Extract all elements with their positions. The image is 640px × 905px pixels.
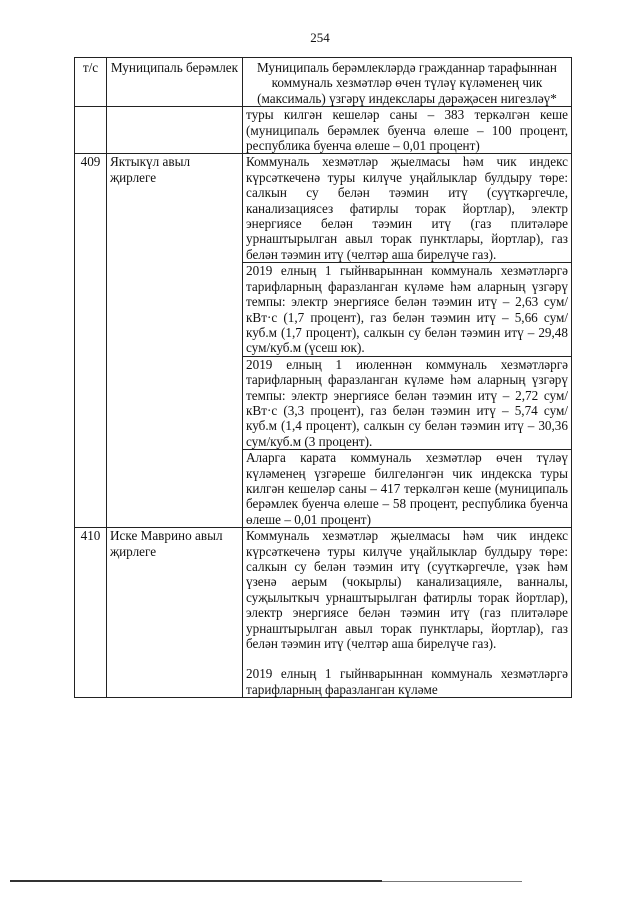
paragraph: Аларга карата коммуналь хезмәтләр өчен түләү күләменең үзгәреше билгеләнгән чик индекска туры килгән кешеләр саны – 417 теркәлгән кеше (муниципаль берәмлек буенча өлеше – 58 процент, республика буенча өлеше – 0,01 процент) bbox=[246, 450, 568, 527]
paragraph: туры килгән кешеләр саны – 383 теркәлгән кеше (муниципаль берәмлек буенча өлеше – 100 процент, республика буенча өлеше – 0,01 процент) bbox=[246, 107, 568, 154]
page-number: 254 bbox=[310, 30, 330, 45]
cell-municipality: Иске Маврино авыл җирлеге bbox=[107, 528, 243, 698]
table-row-continuation bbox=[75, 107, 572, 154]
paragraph: 2019 елның 1 гыйнварыннан коммуналь хезмәтләргә тарифларның фаразланган күләме һәм аларның үзгәрү темпы: электр энергиясе белән тәэмин итү – 2,63 сум/кВт·с (1,7 процент), газ белән тәэмин итү – 5,66 сум/куб.м (1,7 процент), салкын су белән тәэмин итү – 29,48 сум/куб.м (үсеш юк). bbox=[243, 263, 571, 356]
header-description: Муниципаль берәмлекләрдә гражданнар тарафыннан коммуналь хезмәтләр өчен түләү күләменең чик (максималь) үзгәрү индекслары дәрәҗәсен нигезләү* bbox=[243, 58, 572, 107]
cell-number bbox=[75, 107, 107, 154]
cell-number: 409 bbox=[75, 154, 107, 528]
cell-description bbox=[243, 154, 572, 528]
table-header-row bbox=[75, 58, 572, 107]
cell-description bbox=[243, 107, 572, 154]
footer-rule-thin bbox=[382, 881, 522, 882]
cell-municipality: Яктыкүл авыл җирлеге bbox=[107, 154, 243, 528]
paragraph: 2019 елның 1 июленнән коммуналь хезмәтләргә тарифларның фаразланган күләме һәм аларның үзгәрү темпы: электр энергиясе белән тәэмин итү – 2,72 сум/кВт·с (3,3 процент), газ белән тәэмин итү – 5,74 сум/куб.м (1,4 процент), салкын су белән тәэмин итү – 30,36 сум/куб.м (3 процент). bbox=[243, 357, 571, 450]
table-row-409 bbox=[75, 154, 572, 528]
header-municipality: Муниципаль берәмлек bbox=[107, 58, 243, 107]
table-row-410 bbox=[75, 528, 572, 698]
paragraph: Коммуналь хезмәтләр җыелмасы һәм чик индекс күрсәткеченә туры килүче уңайлыклар булдыру төре: салкын су белән тәэмин итү (суүткәргечле, канализациясез фатирлы торак йортлар), электр энергиясе белән тәэмин итү (газ плитәләре урнаштырылган авыл торак пунктлары, йортлар), газ белән тәэмин итү (челтәр аша бирелүче газ). bbox=[243, 154, 571, 263]
cell-municipality bbox=[107, 107, 243, 154]
footer-rule bbox=[10, 880, 382, 882]
cell-description bbox=[243, 528, 572, 698]
paragraph: 2019 елның 1 гыйнварыннан коммуналь хезмәтләргә тарифларның фаразланган күләме bbox=[246, 666, 568, 697]
cell-number: 410 bbox=[75, 528, 107, 698]
tariff-table bbox=[74, 57, 572, 698]
paragraph: Коммуналь хезмәтләр җыелмасы һәм чик индекс күрсәткеченә туры килүче уңайлыклар булдыру төре: салкын су белән тәэмин итү (суүткәргечле, үзәк һәм үзенә аерым (чокырлы) канализацияле, ванналы, суҗылыткыч урнаштырылган фатирлы торак йортлар), электр энергиясе белән тәэмин итү (газ плитәләре урнаштырылган авыл торак пунктлары, йортлар), газ белән тәэмин итү (челтәр аша бирелүче газ). bbox=[246, 528, 568, 652]
header-number: т/с bbox=[75, 58, 107, 107]
